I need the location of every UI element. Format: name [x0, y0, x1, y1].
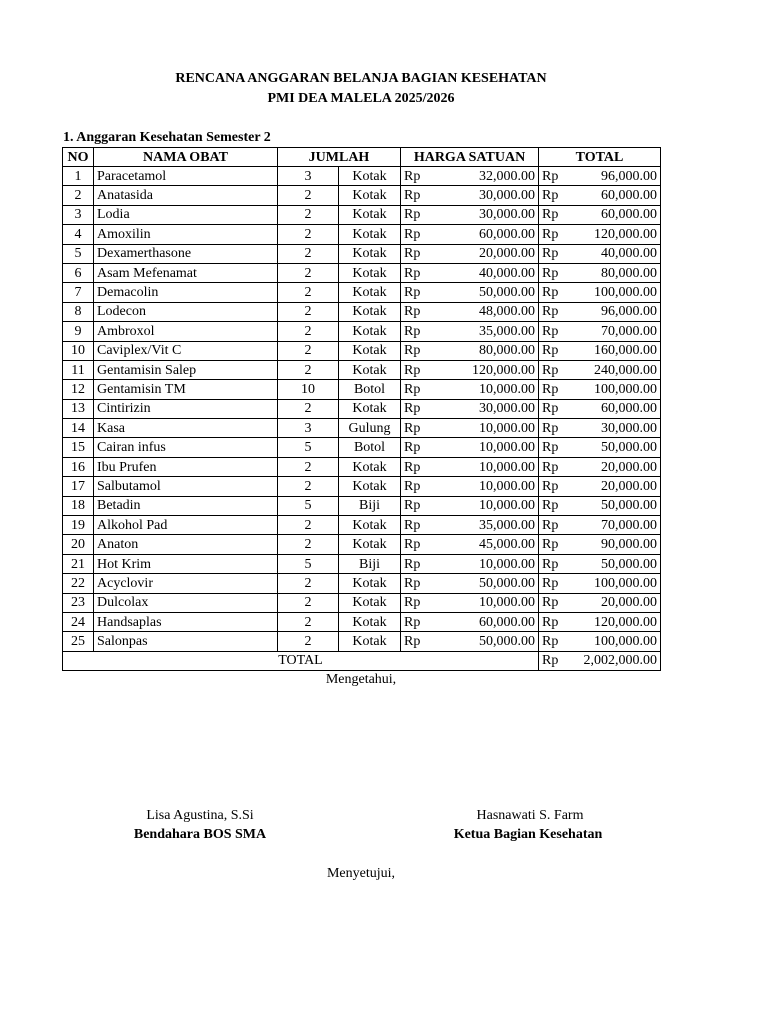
- cell-price-currency: Rp: [401, 341, 432, 360]
- grand-total-value: 2,002,000.00: [569, 651, 661, 670]
- cell-price: 48,000.00: [432, 302, 539, 321]
- cell-name: Caviplex/Vit C: [94, 341, 278, 360]
- cell-total: 96,000.00: [569, 167, 661, 186]
- table-row: [63, 419, 661, 438]
- cell-name: Lodecon: [94, 302, 278, 321]
- cell-total: 160,000.00: [569, 341, 661, 360]
- cell-total: 20,000.00: [569, 593, 661, 612]
- cell-total: 100,000.00: [569, 380, 661, 399]
- cell-price-currency: Rp: [401, 438, 432, 457]
- cell-price-currency: Rp: [401, 302, 432, 321]
- cell-total-currency: Rp: [539, 593, 569, 612]
- cell-total-currency: Rp: [539, 632, 569, 651]
- cell-total-currency: Rp: [539, 244, 569, 263]
- cell-total: 20,000.00: [569, 457, 661, 476]
- cell-total-currency: Rp: [539, 167, 569, 186]
- cell-price: 10,000.00: [432, 419, 539, 438]
- cell-qty: 2: [278, 341, 339, 360]
- cell-no: 5: [63, 244, 94, 263]
- cell-total-currency: Rp: [539, 380, 569, 399]
- cell-price-currency: Rp: [401, 419, 432, 438]
- cell-total: 100,000.00: [569, 574, 661, 593]
- table-row: [63, 574, 661, 593]
- cell-no: 17: [63, 477, 94, 496]
- cell-total: 90,000.00: [569, 535, 661, 554]
- cell-name: Betadin: [94, 496, 278, 515]
- cell-price: 10,000.00: [432, 477, 539, 496]
- cell-total: 100,000.00: [569, 283, 661, 302]
- cell-total: 100,000.00: [569, 632, 661, 651]
- cell-no: 14: [63, 419, 94, 438]
- cell-name: Demacolin: [94, 283, 278, 302]
- cell-qty: 2: [278, 283, 339, 302]
- table-row: [63, 496, 661, 515]
- cell-total: 40,000.00: [569, 244, 661, 263]
- cell-total-currency: Rp: [539, 322, 569, 341]
- cell-qty: 2: [278, 399, 339, 418]
- cell-total-currency: Rp: [539, 341, 569, 360]
- cell-name: Handsaplas: [94, 612, 278, 631]
- cell-total-currency: Rp: [539, 225, 569, 244]
- cell-qty: 2: [278, 360, 339, 379]
- cell-total-currency: Rp: [539, 399, 569, 418]
- cell-no: 13: [63, 399, 94, 418]
- cell-no: 16: [63, 457, 94, 476]
- cell-total: 96,000.00: [569, 302, 661, 321]
- cell-name: Salbutamol: [94, 477, 278, 496]
- cell-name: Gentamisin Salep: [94, 360, 278, 379]
- cell-price: 120,000.00: [432, 360, 539, 379]
- cell-price: 50,000.00: [432, 574, 539, 593]
- cell-qty: 2: [278, 457, 339, 476]
- table-row: [63, 167, 661, 186]
- cell-qty: 2: [278, 186, 339, 205]
- table-row: [63, 283, 661, 302]
- table-row: [63, 263, 661, 282]
- cell-qty: 2: [278, 593, 339, 612]
- cell-price: 35,000.00: [432, 516, 539, 535]
- cell-price: 10,000.00: [432, 457, 539, 476]
- cell-name: Cintirizin: [94, 399, 278, 418]
- cell-unit: Kotak: [339, 632, 401, 651]
- table-row: [63, 535, 661, 554]
- cell-name: Acyclovir: [94, 574, 278, 593]
- cell-price: 50,000.00: [432, 283, 539, 302]
- cell-qty: 2: [278, 205, 339, 224]
- cell-name: Alkohol Pad: [94, 516, 278, 535]
- cell-unit: Gulung: [339, 419, 401, 438]
- approve-label: Menyetujui,: [326, 866, 396, 881]
- cell-price-currency: Rp: [401, 457, 432, 476]
- header-total: TOTAL: [539, 148, 661, 167]
- cell-price-currency: Rp: [401, 612, 432, 631]
- cell-unit: Kotak: [339, 322, 401, 341]
- cell-unit: Kotak: [339, 186, 401, 205]
- cell-no: 19: [63, 516, 94, 535]
- cell-price: 30,000.00: [432, 205, 539, 224]
- cell-price: 45,000.00: [432, 535, 539, 554]
- cell-unit: Kotak: [339, 225, 401, 244]
- cell-price-currency: Rp: [401, 186, 432, 205]
- cell-price-currency: Rp: [401, 574, 432, 593]
- cell-price-currency: Rp: [401, 496, 432, 515]
- cell-price: 32,000.00: [432, 167, 539, 186]
- cell-unit: Kotak: [339, 457, 401, 476]
- signatory-right-role: Ketua Bagian Kesehatan: [453, 827, 603, 842]
- cell-price-currency: Rp: [401, 535, 432, 554]
- knowing-label: Mengetahui,: [325, 672, 397, 687]
- cell-no: 18: [63, 496, 94, 515]
- table-row: [63, 554, 661, 573]
- cell-price-currency: Rp: [401, 477, 432, 496]
- cell-total: 70,000.00: [569, 516, 661, 535]
- cell-name: Anaton: [94, 535, 278, 554]
- cell-total: 20,000.00: [569, 477, 661, 496]
- cell-price: 30,000.00: [432, 399, 539, 418]
- cell-price: 40,000.00: [432, 263, 539, 282]
- cell-total-currency: Rp: [539, 438, 569, 457]
- cell-total-currency: Rp: [539, 205, 569, 224]
- table-row: [63, 205, 661, 224]
- cell-price: 20,000.00: [432, 244, 539, 263]
- cell-no: 22: [63, 574, 94, 593]
- cell-price-currency: Rp: [401, 225, 432, 244]
- cell-qty: 2: [278, 612, 339, 631]
- table-row: [63, 457, 661, 476]
- cell-qty: 3: [278, 167, 339, 186]
- cell-price-currency: Rp: [401, 632, 432, 651]
- cell-total-currency: Rp: [539, 419, 569, 438]
- cell-price: 35,000.00: [432, 322, 539, 341]
- cell-total: 60,000.00: [569, 186, 661, 205]
- cell-unit: Biji: [339, 496, 401, 515]
- cell-no: 24: [63, 612, 94, 631]
- cell-unit: Kotak: [339, 244, 401, 263]
- table-row: [63, 593, 661, 612]
- header-no: NO: [63, 148, 94, 167]
- table-row: [63, 380, 661, 399]
- table-row: [63, 341, 661, 360]
- cell-unit: Kotak: [339, 477, 401, 496]
- cell-no: 21: [63, 554, 94, 573]
- cell-unit: Kotak: [339, 205, 401, 224]
- cell-total-currency: Rp: [539, 574, 569, 593]
- cell-total: 50,000.00: [569, 554, 661, 573]
- cell-no: 25: [63, 632, 94, 651]
- cell-name: Paracetamol: [94, 167, 278, 186]
- cell-unit: Kotak: [339, 360, 401, 379]
- cell-qty: 2: [278, 477, 339, 496]
- cell-price-currency: Rp: [401, 593, 432, 612]
- cell-total-currency: Rp: [539, 360, 569, 379]
- cell-total-currency: Rp: [539, 554, 569, 573]
- section-title: 1. Anggaran Kesehatan Semester 2: [63, 130, 271, 145]
- cell-price: 60,000.00: [432, 612, 539, 631]
- cell-price-currency: Rp: [401, 516, 432, 535]
- cell-no: 7: [63, 283, 94, 302]
- table-row: [63, 360, 661, 379]
- table-row: [63, 244, 661, 263]
- cell-total-currency: Rp: [539, 186, 569, 205]
- cell-unit: Kotak: [339, 612, 401, 631]
- cell-qty: 5: [278, 554, 339, 573]
- cell-unit: Kotak: [339, 167, 401, 186]
- cell-total-currency: Rp: [539, 263, 569, 282]
- cell-qty: 2: [278, 225, 339, 244]
- cell-no: 23: [63, 593, 94, 612]
- cell-unit: Kotak: [339, 535, 401, 554]
- cell-name: Amoxilin: [94, 225, 278, 244]
- cell-qty: 2: [278, 263, 339, 282]
- cell-no: 15: [63, 438, 94, 457]
- cell-no: 12: [63, 380, 94, 399]
- cell-price-currency: Rp: [401, 283, 432, 302]
- cell-no: 1: [63, 167, 94, 186]
- cell-no: 3: [63, 205, 94, 224]
- table-row: [63, 302, 661, 321]
- cell-name: Kasa: [94, 419, 278, 438]
- cell-unit: Kotak: [339, 593, 401, 612]
- cell-no: 11: [63, 360, 94, 379]
- table-row: [63, 438, 661, 457]
- cell-price-currency: Rp: [401, 167, 432, 186]
- cell-no: 20: [63, 535, 94, 554]
- cell-qty: 2: [278, 535, 339, 554]
- cell-name: Anatasida: [94, 186, 278, 205]
- cell-total-currency: Rp: [539, 535, 569, 554]
- cell-total-currency: Rp: [539, 516, 569, 535]
- table-row: [63, 516, 661, 535]
- cell-qty: 2: [278, 302, 339, 321]
- table-row: [63, 225, 661, 244]
- cell-name: Dexamerthasone: [94, 244, 278, 263]
- cell-price-currency: Rp: [401, 380, 432, 399]
- table-row: [63, 322, 661, 341]
- cell-unit: Kotak: [339, 263, 401, 282]
- cell-total-currency: Rp: [539, 302, 569, 321]
- cell-qty: 5: [278, 438, 339, 457]
- cell-name: Salonpas: [94, 632, 278, 651]
- cell-name: Cairan infus: [94, 438, 278, 457]
- cell-qty: 2: [278, 244, 339, 263]
- cell-name: Asam Mefenamat: [94, 263, 278, 282]
- cell-name: Gentamisin TM: [94, 380, 278, 399]
- document-subtitle: PMI DEA MALELA 2025/2026: [267, 91, 455, 106]
- cell-total: 240,000.00: [569, 360, 661, 379]
- cell-total-currency: Rp: [539, 496, 569, 515]
- header-price: HARGA SATUAN: [401, 148, 539, 167]
- grand-total-label: TOTAL: [63, 651, 539, 670]
- cell-price: 30,000.00: [432, 186, 539, 205]
- cell-name: Dulcolax: [94, 593, 278, 612]
- cell-total: 120,000.00: [569, 225, 661, 244]
- cell-unit: Kotak: [339, 516, 401, 535]
- cell-price-currency: Rp: [401, 399, 432, 418]
- table-row: [63, 399, 661, 418]
- table-header-row: [63, 148, 661, 167]
- cell-qty: 5: [278, 496, 339, 515]
- cell-total-currency: Rp: [539, 612, 569, 631]
- table-row: [63, 612, 661, 631]
- cell-total: 80,000.00: [569, 263, 661, 282]
- header-name: NAMA OBAT: [94, 148, 278, 167]
- cell-no: 8: [63, 302, 94, 321]
- cell-price-currency: Rp: [401, 244, 432, 263]
- cell-qty: 3: [278, 419, 339, 438]
- cell-no: 2: [63, 186, 94, 205]
- cell-price: 10,000.00: [432, 593, 539, 612]
- cell-total: 30,000.00: [569, 419, 661, 438]
- cell-unit: Botol: [339, 380, 401, 399]
- cell-price: 10,000.00: [432, 438, 539, 457]
- cell-no: 6: [63, 263, 94, 282]
- cell-total: 50,000.00: [569, 496, 661, 515]
- cell-price: 10,000.00: [432, 554, 539, 573]
- cell-unit: Kotak: [339, 302, 401, 321]
- cell-qty: 10: [278, 380, 339, 399]
- signatory-left-role: Bendahara BOS SMA: [133, 827, 267, 842]
- cell-total: 70,000.00: [569, 322, 661, 341]
- table-row: [63, 186, 661, 205]
- cell-price-currency: Rp: [401, 263, 432, 282]
- cell-price: 10,000.00: [432, 380, 539, 399]
- cell-price-currency: Rp: [401, 205, 432, 224]
- cell-unit: Kotak: [339, 574, 401, 593]
- table-row: [63, 632, 661, 651]
- cell-unit: Botol: [339, 438, 401, 457]
- cell-unit: Kotak: [339, 399, 401, 418]
- cell-unit: Kotak: [339, 283, 401, 302]
- cell-total: 60,000.00: [569, 399, 661, 418]
- signatory-left-name: Lisa Agustina, S.Si: [146, 808, 254, 823]
- cell-qty: 2: [278, 516, 339, 535]
- table-row: [63, 477, 661, 496]
- grand-total-currency: Rp: [539, 651, 569, 670]
- cell-total-currency: Rp: [539, 457, 569, 476]
- signatory-right-name: Hasnawati S. Farm: [476, 808, 584, 823]
- cell-total: 60,000.00: [569, 205, 661, 224]
- cell-name: Ambroxol: [94, 322, 278, 341]
- cell-no: 10: [63, 341, 94, 360]
- cell-unit: Biji: [339, 554, 401, 573]
- cell-total-currency: Rp: [539, 477, 569, 496]
- grand-total-row: [63, 651, 661, 670]
- cell-total-currency: Rp: [539, 283, 569, 302]
- cell-no: 4: [63, 225, 94, 244]
- cell-qty: 2: [278, 574, 339, 593]
- cell-price: 80,000.00: [432, 341, 539, 360]
- cell-price-currency: Rp: [401, 322, 432, 341]
- cell-unit: Kotak: [339, 341, 401, 360]
- cell-price: 60,000.00: [432, 225, 539, 244]
- document-title: RENCANA ANGGARAN BELANJA BAGIAN KESEHATAN: [175, 71, 547, 86]
- cell-name: Hot Krim: [94, 554, 278, 573]
- cell-total: 120,000.00: [569, 612, 661, 631]
- cell-qty: 2: [278, 322, 339, 341]
- cell-total: 50,000.00: [569, 438, 661, 457]
- cell-no: 9: [63, 322, 94, 341]
- cell-name: Lodia: [94, 205, 278, 224]
- cell-price: 50,000.00: [432, 632, 539, 651]
- budget-table: [62, 147, 661, 671]
- header-qty: JUMLAH: [278, 148, 401, 167]
- cell-price-currency: Rp: [401, 360, 432, 379]
- cell-price: 10,000.00: [432, 496, 539, 515]
- cell-qty: 2: [278, 632, 339, 651]
- cell-name: Ibu Prufen: [94, 457, 278, 476]
- cell-price-currency: Rp: [401, 554, 432, 573]
